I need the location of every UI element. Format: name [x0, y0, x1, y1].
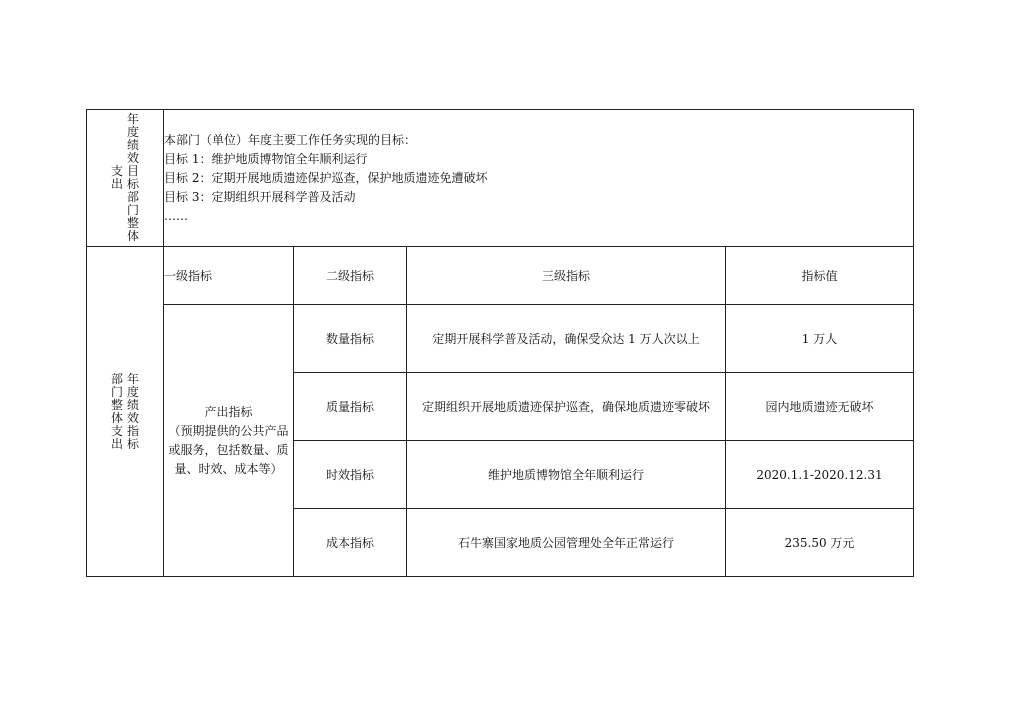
value-cell: 235.50 万元: [726, 509, 914, 577]
col-header-level2: 二级指标: [294, 247, 407, 305]
vertical-char: 支: [110, 423, 123, 438]
vertical-char: 年: [127, 371, 140, 386]
goal-ellipsis: ……: [164, 208, 188, 223]
goal-item-1: 目标 1：维护地质博物馆全年顺利运行: [164, 151, 368, 166]
indicators-header-right: [127, 373, 139, 451]
vertical-char: 绩: [127, 138, 140, 152]
level3-cell: 定期开展科学普及活动，确保受众达 1 万人次以上: [407, 305, 726, 373]
vertical-char: 效: [127, 410, 140, 425]
indicators-header-left: [111, 373, 123, 451]
category-note-3: 量、时效、成本等）: [174, 461, 283, 476]
level2-cell: 质量指标: [294, 373, 407, 441]
col-header-level1: 一级指标: [164, 247, 294, 305]
goals-content: [164, 110, 914, 247]
vertical-char: 标: [127, 436, 140, 451]
vertical-char: 部: [127, 190, 140, 204]
level3-cell: 定期组织开展地质遗迹保护巡查，确保地质遗迹零破坏: [407, 373, 726, 441]
vertical-char: 出: [110, 436, 123, 451]
vertical-char: 整: [110, 397, 123, 412]
vertical-char: 目: [127, 164, 140, 178]
vertical-char: 指: [127, 423, 140, 438]
vertical-char: 门: [110, 384, 123, 399]
performance-table: [86, 109, 914, 577]
level2-cell: 时效指标: [294, 441, 407, 509]
category-note-1: （预期提供的公共产品: [168, 423, 289, 438]
vertical-char: 度: [127, 125, 140, 139]
indicators-header-cell: [87, 247, 164, 577]
vertical-char: 体: [127, 229, 140, 243]
level2-cell: 成本指标: [294, 509, 407, 577]
level3-cell: 石牛寨国家地质公园管理处全年正常运行: [407, 509, 726, 577]
vertical-char: 体: [110, 410, 123, 425]
indicator-header-row: [87, 247, 914, 305]
goals-header-cell: [87, 110, 164, 247]
vertical-char: 支: [110, 164, 123, 178]
goal-item-3: 目标 3：定期组织开展科学普及活动: [164, 189, 356, 204]
level3-cell: 维护地质博物馆全年顺利运行: [407, 441, 726, 509]
vertical-char: 绩: [127, 397, 140, 412]
vertical-char: 整: [127, 216, 140, 230]
vertical-char: 部: [110, 371, 123, 386]
value-cell: 1 万人: [726, 305, 914, 373]
goals-intro: 本部门（单位）年度主要工作任务实现的目标：: [164, 132, 417, 147]
value-cell: 2020.1.1-2020.12.31: [726, 441, 914, 509]
goals-row: [87, 110, 914, 247]
vertical-char: 门: [127, 203, 140, 217]
vertical-char: 出: [110, 177, 123, 191]
col-header-value: 指标值: [726, 247, 914, 305]
vertical-char: 标: [127, 177, 140, 191]
category-output-indicators: [164, 305, 294, 577]
goal-item-2: 目标 2：定期开展地质遗迹保护巡查，保护地质遗迹免遭破坏: [164, 170, 488, 185]
category-title: 产出指标: [204, 404, 253, 419]
vertical-char: 年: [127, 112, 140, 126]
level2-cell: 数量指标: [294, 305, 407, 373]
vertical-char: 效: [127, 151, 140, 165]
vertical-char: 度: [127, 384, 140, 399]
goals-header-left: [111, 165, 123, 191]
value-cell: 园内地质遗迹无破坏: [726, 373, 914, 441]
table-row: [87, 305, 914, 373]
goals-header-right: [127, 113, 139, 243]
category-note-2: 或服务，包括数量、质: [168, 442, 289, 457]
col-header-level3: 三级指标: [407, 247, 726, 305]
